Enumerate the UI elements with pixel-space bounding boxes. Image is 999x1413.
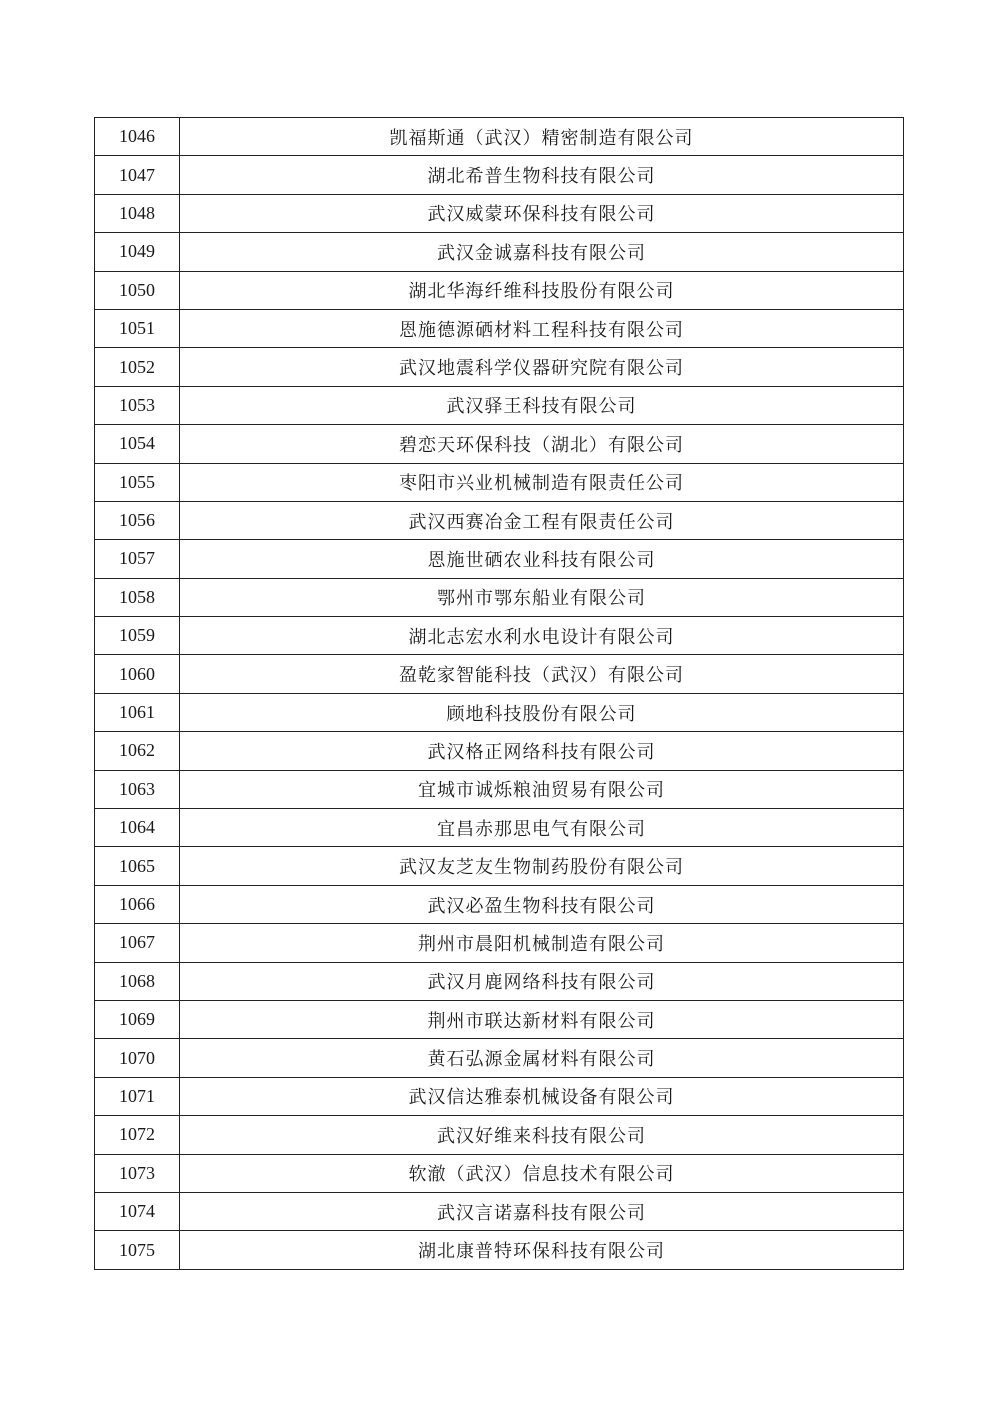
company-list-table: [94, 117, 904, 1270]
company-name-cell: 武汉信达雅泰机械设备有限公司: [180, 1077, 904, 1115]
table-row: [95, 309, 904, 347]
table-row: [95, 156, 904, 194]
company-name-cell: 武汉格正网络科技有限公司: [180, 732, 904, 770]
company-name-cell: 武汉金诚嘉科技有限公司: [180, 233, 904, 271]
table-row: [95, 617, 904, 655]
row-number-cell: 1059: [95, 617, 180, 655]
table-row: [95, 693, 904, 731]
company-name-cell: 武汉威蒙环保科技有限公司: [180, 194, 904, 232]
table-row: [95, 463, 904, 501]
row-number-cell: 1075: [95, 1231, 180, 1269]
company-name-cell: 碧恋天环保科技（湖北）有限公司: [180, 425, 904, 463]
table-row: [95, 770, 904, 808]
company-name-cell: 恩施德源硒材料工程科技有限公司: [180, 309, 904, 347]
company-name-cell: 武汉好维来科技有限公司: [180, 1116, 904, 1154]
table-row: [95, 348, 904, 386]
company-name-cell: 湖北志宏水利水电设计有限公司: [180, 617, 904, 655]
company-name-cell: 恩施世硒农业科技有限公司: [180, 540, 904, 578]
row-number-cell: 1047: [95, 156, 180, 194]
company-name-cell: 湖北华海纤维科技股份有限公司: [180, 271, 904, 309]
row-number-cell: 1054: [95, 425, 180, 463]
row-number-cell: 1074: [95, 1192, 180, 1230]
row-number-cell: 1065: [95, 847, 180, 885]
row-number-cell: 1069: [95, 1000, 180, 1038]
company-name-cell: 荆州市晨阳机械制造有限公司: [180, 924, 904, 962]
company-name-cell: 凯福斯通（武汉）精密制造有限公司: [180, 118, 904, 156]
table-row: [95, 962, 904, 1000]
row-number-cell: 1064: [95, 809, 180, 847]
table-row: [95, 118, 904, 156]
row-number-cell: 1051: [95, 309, 180, 347]
table-row: [95, 1039, 904, 1077]
company-name-cell: 武汉友芝友生物制药股份有限公司: [180, 847, 904, 885]
company-name-cell: 软澈（武汉）信息技术有限公司: [180, 1154, 904, 1192]
row-number-cell: 1070: [95, 1039, 180, 1077]
company-name-cell: 鄂州市鄂东船业有限公司: [180, 578, 904, 616]
company-name-cell: 枣阳市兴业机械制造有限责任公司: [180, 463, 904, 501]
table-row: [95, 1231, 904, 1269]
row-number-cell: 1049: [95, 233, 180, 271]
company-name-cell: 武汉言诺嘉科技有限公司: [180, 1192, 904, 1230]
row-number-cell: 1053: [95, 386, 180, 424]
table-row: [95, 1116, 904, 1154]
table-row: [95, 425, 904, 463]
company-name-cell: 武汉必盈生物科技有限公司: [180, 885, 904, 923]
row-number-cell: 1061: [95, 693, 180, 731]
row-number-cell: 1066: [95, 885, 180, 923]
company-name-cell: 宜城市诚烁粮油贸易有限公司: [180, 770, 904, 808]
row-number-cell: 1063: [95, 770, 180, 808]
company-name-cell: 湖北希普生物科技有限公司: [180, 156, 904, 194]
row-number-cell: 1071: [95, 1077, 180, 1115]
row-number-cell: 1052: [95, 348, 180, 386]
row-number-cell: 1072: [95, 1116, 180, 1154]
company-name-cell: 武汉西赛冶金工程有限责任公司: [180, 501, 904, 539]
row-number-cell: 1068: [95, 962, 180, 1000]
company-name-cell: 武汉月鹿网络科技有限公司: [180, 962, 904, 1000]
company-name-cell: 顾地科技股份有限公司: [180, 693, 904, 731]
table-row: [95, 194, 904, 232]
table-row: [95, 655, 904, 693]
row-number-cell: 1067: [95, 924, 180, 962]
company-name-cell: 武汉驿王科技有限公司: [180, 386, 904, 424]
company-name-cell: 荆州市联达新材料有限公司: [180, 1000, 904, 1038]
row-number-cell: 1056: [95, 501, 180, 539]
table-row: [95, 578, 904, 616]
table-row: [95, 501, 904, 539]
table-row: [95, 1154, 904, 1192]
table-body: [95, 118, 904, 1270]
row-number-cell: 1048: [95, 194, 180, 232]
table-row: [95, 885, 904, 923]
row-number-cell: 1046: [95, 118, 180, 156]
company-name-cell: 宜昌赤那思电气有限公司: [180, 809, 904, 847]
table-row: [95, 924, 904, 962]
table-row: [95, 1192, 904, 1230]
company-name-cell: 武汉地震科学仪器研究院有限公司: [180, 348, 904, 386]
table-row: [95, 540, 904, 578]
row-number-cell: 1058: [95, 578, 180, 616]
table-row: [95, 1000, 904, 1038]
row-number-cell: 1060: [95, 655, 180, 693]
row-number-cell: 1062: [95, 732, 180, 770]
row-number-cell: 1055: [95, 463, 180, 501]
row-number-cell: 1057: [95, 540, 180, 578]
table-row: [95, 271, 904, 309]
table-row: [95, 809, 904, 847]
row-number-cell: 1073: [95, 1154, 180, 1192]
company-name-cell: 黄石弘源金属材料有限公司: [180, 1039, 904, 1077]
row-number-cell: 1050: [95, 271, 180, 309]
table-row: [95, 1077, 904, 1115]
table-row: [95, 386, 904, 424]
company-name-cell: 湖北康普特环保科技有限公司: [180, 1231, 904, 1269]
table-row: [95, 233, 904, 271]
table-row: [95, 847, 904, 885]
table-row: [95, 732, 904, 770]
company-name-cell: 盈乾家智能科技（武汉）有限公司: [180, 655, 904, 693]
